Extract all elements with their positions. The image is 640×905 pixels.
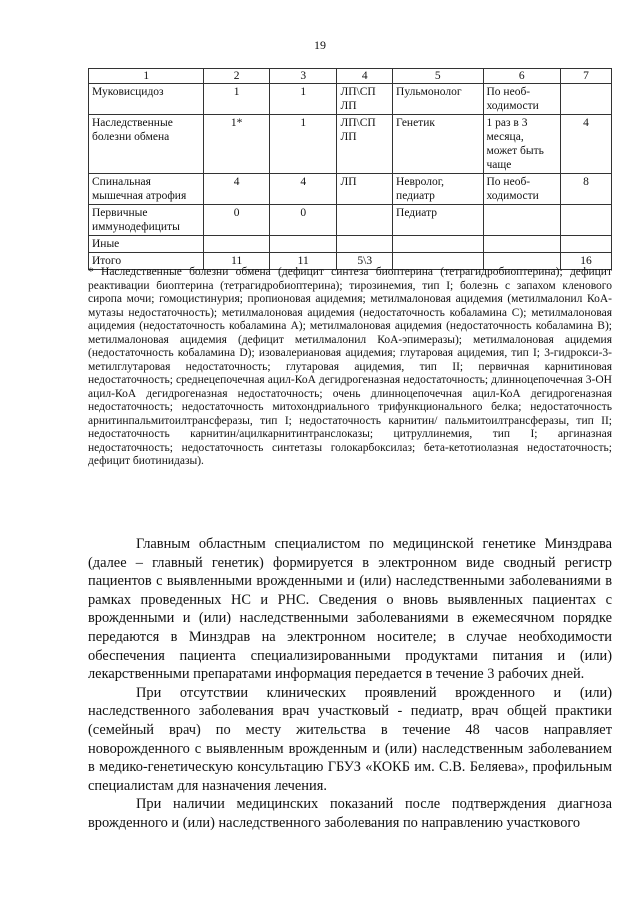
table-cell: Итого [89,253,204,270]
table-cell: По необ-ходимости [483,174,560,205]
table-cell: Генетик [393,115,483,174]
table-cell [560,236,611,253]
registry-table [88,68,612,270]
footnote [88,266,612,469]
table-cell [560,84,611,115]
table-row [89,174,612,205]
table-cell: 11 [204,253,270,270]
table-cell: ЛП [337,174,393,205]
table-cell: 1 [204,84,270,115]
header-cell: 3 [269,69,337,84]
table-cell: Педиатр [393,205,483,236]
table-cell: 11 [269,253,337,270]
table-cell: Муковисцидоз [89,84,204,115]
table-cell [204,236,270,253]
table-cell [483,205,560,236]
table-cell [337,205,393,236]
table-cell: Пульмонолог [393,84,483,115]
table-row [89,205,612,236]
table-cell: 1 [269,115,337,174]
table-cell: 4 [560,115,611,174]
table-cell: По необ-ходимости [483,84,560,115]
footnote-text: * Наследственные болезни обмена (дефицит синтеза биоптерина (тетрагидробиоптерина); дефицит реактивации биоптерина (тетрагидробиоптерина); тирозинемия, тип I; болезнь с запахом кленового сиропа мочи; гомоцистинурия; пропионовая ацидемия; метилмалоновая ацидемия (метилмалонил КоА-мутазы недостаточность); метилмалоновая ацидемия (недостаточность кобаламина С); метилмалоновая ацидемия (недостаточность кобаламина А); метилмалоновая ацидемия (недостаточность кобаламина В); метилмалоновая ацидемия (дефицит метилмалонил КоА-эпимеразы); метилмалоновая ацидемия (недостаточность кобаламина D); изовалериановая ацидемия; глутаровая ацидемия, тип I; 3-гидрокси-3-метилглутаровая недостаточность; глутаровая ацидемия, тип II; первичная карнитиновая недостаточность; среднецепочечная ацил-КоА дегидрогеназная недостаточность; длинноцепочечная 3-ОН ацил-КоА дегидрогеназная недостаточность; очень длинноцепочечная ацил-КоА дегидрогеназная недостаточность; недостаточность митохондриального трифункционального белка; недостаточность арнитинпальмитоилтрансферазы, тип I; недостаточность карнитин/ пальмитоилтрансферазы, тип II; недостаточность карнитин/ацилкарнитинтранслоказы; цитруллинемия, тип I; аргиназная недостаточность; недостаточность синтетазы голокарбоксилаз; бета-кетотиолазная недостаточность; дефицит биотинидазы). [88,266,612,467]
header-cell: 7 [560,69,611,84]
table-cell: 1* [204,115,270,174]
table-cell: Наследственные болезни обмена [89,115,204,174]
table-row [89,84,612,115]
table-cell [483,236,560,253]
table-row [89,115,612,174]
table-cell [337,236,393,253]
table-cell: ЛП\СП ЛП [337,84,393,115]
page-number: 19 [314,38,326,52]
header-cell: 2 [204,69,270,84]
paragraph: При отсутствии клинических проявлений врожденного и (или) наследственного заболевания врач участковый - педиатр, врач общей практики (семейный врач) по месту жительства в течение 48 часов направляет новорожденного с выявленным врожденным и (или) наследственным заболеванием в медико-генетическую консультацию ГБУЗ «КОКБ им. С.В. Беляева», профильным специалистам для назначения лечения. [88,684,612,794]
header-cell: 5 [393,69,483,84]
table-cell: Иные [89,236,204,253]
table-cell [393,236,483,253]
table-cell: 8 [560,174,611,205]
table-cell: 16 [560,253,611,270]
header-cell: 6 [483,69,560,84]
header-cell: 1 [89,69,204,84]
table-row [89,236,612,253]
table-cell [560,205,611,236]
table-cell: 4 [269,174,337,205]
paragraph: При наличии медицинских показаний после подтверждения диагноза врожденного и (или) наследственного заболевания по направлению участкового [88,796,612,831]
table-cell: 5\3 [337,253,393,270]
table-cell: 0 [269,205,337,236]
table-cell: Первичные иммунодефициты [89,205,204,236]
table-cell: Невролог, педиатр [393,174,483,205]
table-header-row [89,69,612,84]
body-text [88,535,612,833]
header-cell: 4 [337,69,393,84]
table-cell: 1 [269,84,337,115]
table-cell: ЛП\СП ЛП [337,115,393,174]
paragraph: Главным областным специалистом по медицинской генетике Минздрава (далее – главный генетик) формируется в электронном виде сводный регистр пациентов с выявленными врожденными и (или) наследственными заболеваниями в рамках проведенных НС и РНС. Сведения о вновь выявленных пациентах с врожденными и (или) наследственными заболеваниями в ежемесячном порядке передаются в Минздрав на электронном носителе; в случае необходимости обеспечения пациента специализированными продуктами питания и (или) лекарственными препаратами информация передается в течение 3 рабочих дней. [88,536,612,683]
table-cell: Спинальная мышечная атрофия [89,174,204,205]
table-cell: 4 [204,174,270,205]
table-cell: 1 раз в 3 месяца, может быть чаще [483,115,560,174]
table-cell [269,236,337,253]
table-cell: 0 [204,205,270,236]
